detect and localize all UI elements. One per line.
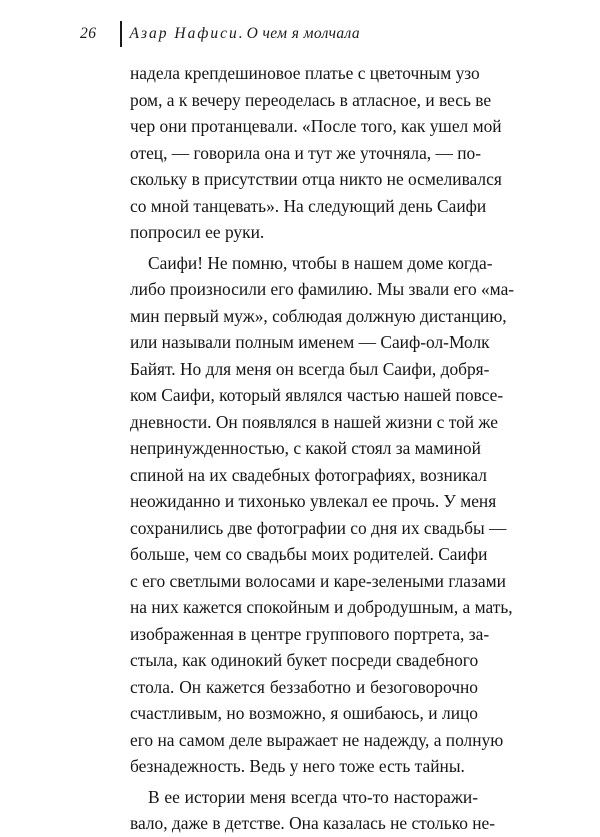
text-line: вало, даже в детстве. Она казалась не столько не- <box>130 813 496 833</box>
text-line: чер они протанцевали. «После того, как ушел мой <box>130 116 502 136</box>
text-line: безнадежность. Ведь у него тоже есть тайны. <box>130 756 465 776</box>
text-line: стыла, как одинокий букет посреди свадебного <box>130 650 479 670</box>
text-line: его на самом деле выражает не надежду, а полную <box>130 729 504 750</box>
page-number: 26 <box>80 25 97 42</box>
paragraph <box>130 250 515 780</box>
running-head <box>80 20 360 48</box>
text-line: Байят. Но для меня он всегда был Саифи, добря- <box>130 358 490 379</box>
text-line: спиной на их свадебных фотографиях, возникал <box>130 464 487 485</box>
text-line: счастливым, но возможно, я ошибаюсь, и лицо <box>130 703 478 723</box>
text-line: Саифи! Не помню, чтобы в нашем доме когда- <box>148 252 493 273</box>
author-name: Азар Нафиси <box>129 25 239 42</box>
text-line: стола. Он кажется беззаботно и безоговорочно <box>130 676 478 697</box>
text-line: надела крепдешиновое платье с цветочным узо <box>130 63 480 83</box>
running-head-separator: . <box>238 25 243 42</box>
text-line: неожиданно и тихонько увлекал ее прочь. У меня <box>130 491 497 511</box>
text-line: дневности. Он появлялся в нашей жизни с той же <box>130 411 498 432</box>
paragraph <box>130 60 502 246</box>
text-line: со мной танцевать». На следующий день Саифи <box>130 195 487 216</box>
text-line: отец, — говорила она и тут же уточняла, — по- <box>130 142 482 163</box>
text-line: скольку в присутствии отца никто не осмеливался <box>130 169 502 189</box>
text-line: изображенная в центре группового портрета, за- <box>130 623 490 644</box>
text-line: попросил ее руки. <box>130 222 265 242</box>
text-line: непринужденностью, с какой стоял за маминой <box>130 438 481 458</box>
text-line: больше, чем со свадьбы моих родителей. Саифи <box>130 544 488 564</box>
text-line: либо произносили его фамилию. Мы звали его «ма- <box>130 279 515 299</box>
text-line: ком Саифи, который являлся частью нашей повсе- <box>130 385 504 405</box>
book-title: О чем я молчала <box>246 25 361 42</box>
text-line: ром, а к вечеру переоделась в атласное, и весь ве <box>130 89 492 110</box>
text-line: мин первый муж», соблюдая должную дистанцию, <box>130 305 507 326</box>
body-text <box>130 60 515 837</box>
text-line: с его светлыми волосами и каре-зелеными глазами <box>130 570 506 591</box>
text-line: сохранились две фотографии со дня их свадьбы — <box>130 517 507 538</box>
text-line: или называли полным именем — Саиф-ол-Молк <box>130 332 490 352</box>
text-line: на них кажется спокойным и добродушным, а мать, <box>130 597 513 617</box>
text-line: В ее истории меня всегда что-то насторажи- <box>148 786 478 807</box>
running-head-divider <box>120 21 122 47</box>
paragraph <box>130 784 496 837</box>
